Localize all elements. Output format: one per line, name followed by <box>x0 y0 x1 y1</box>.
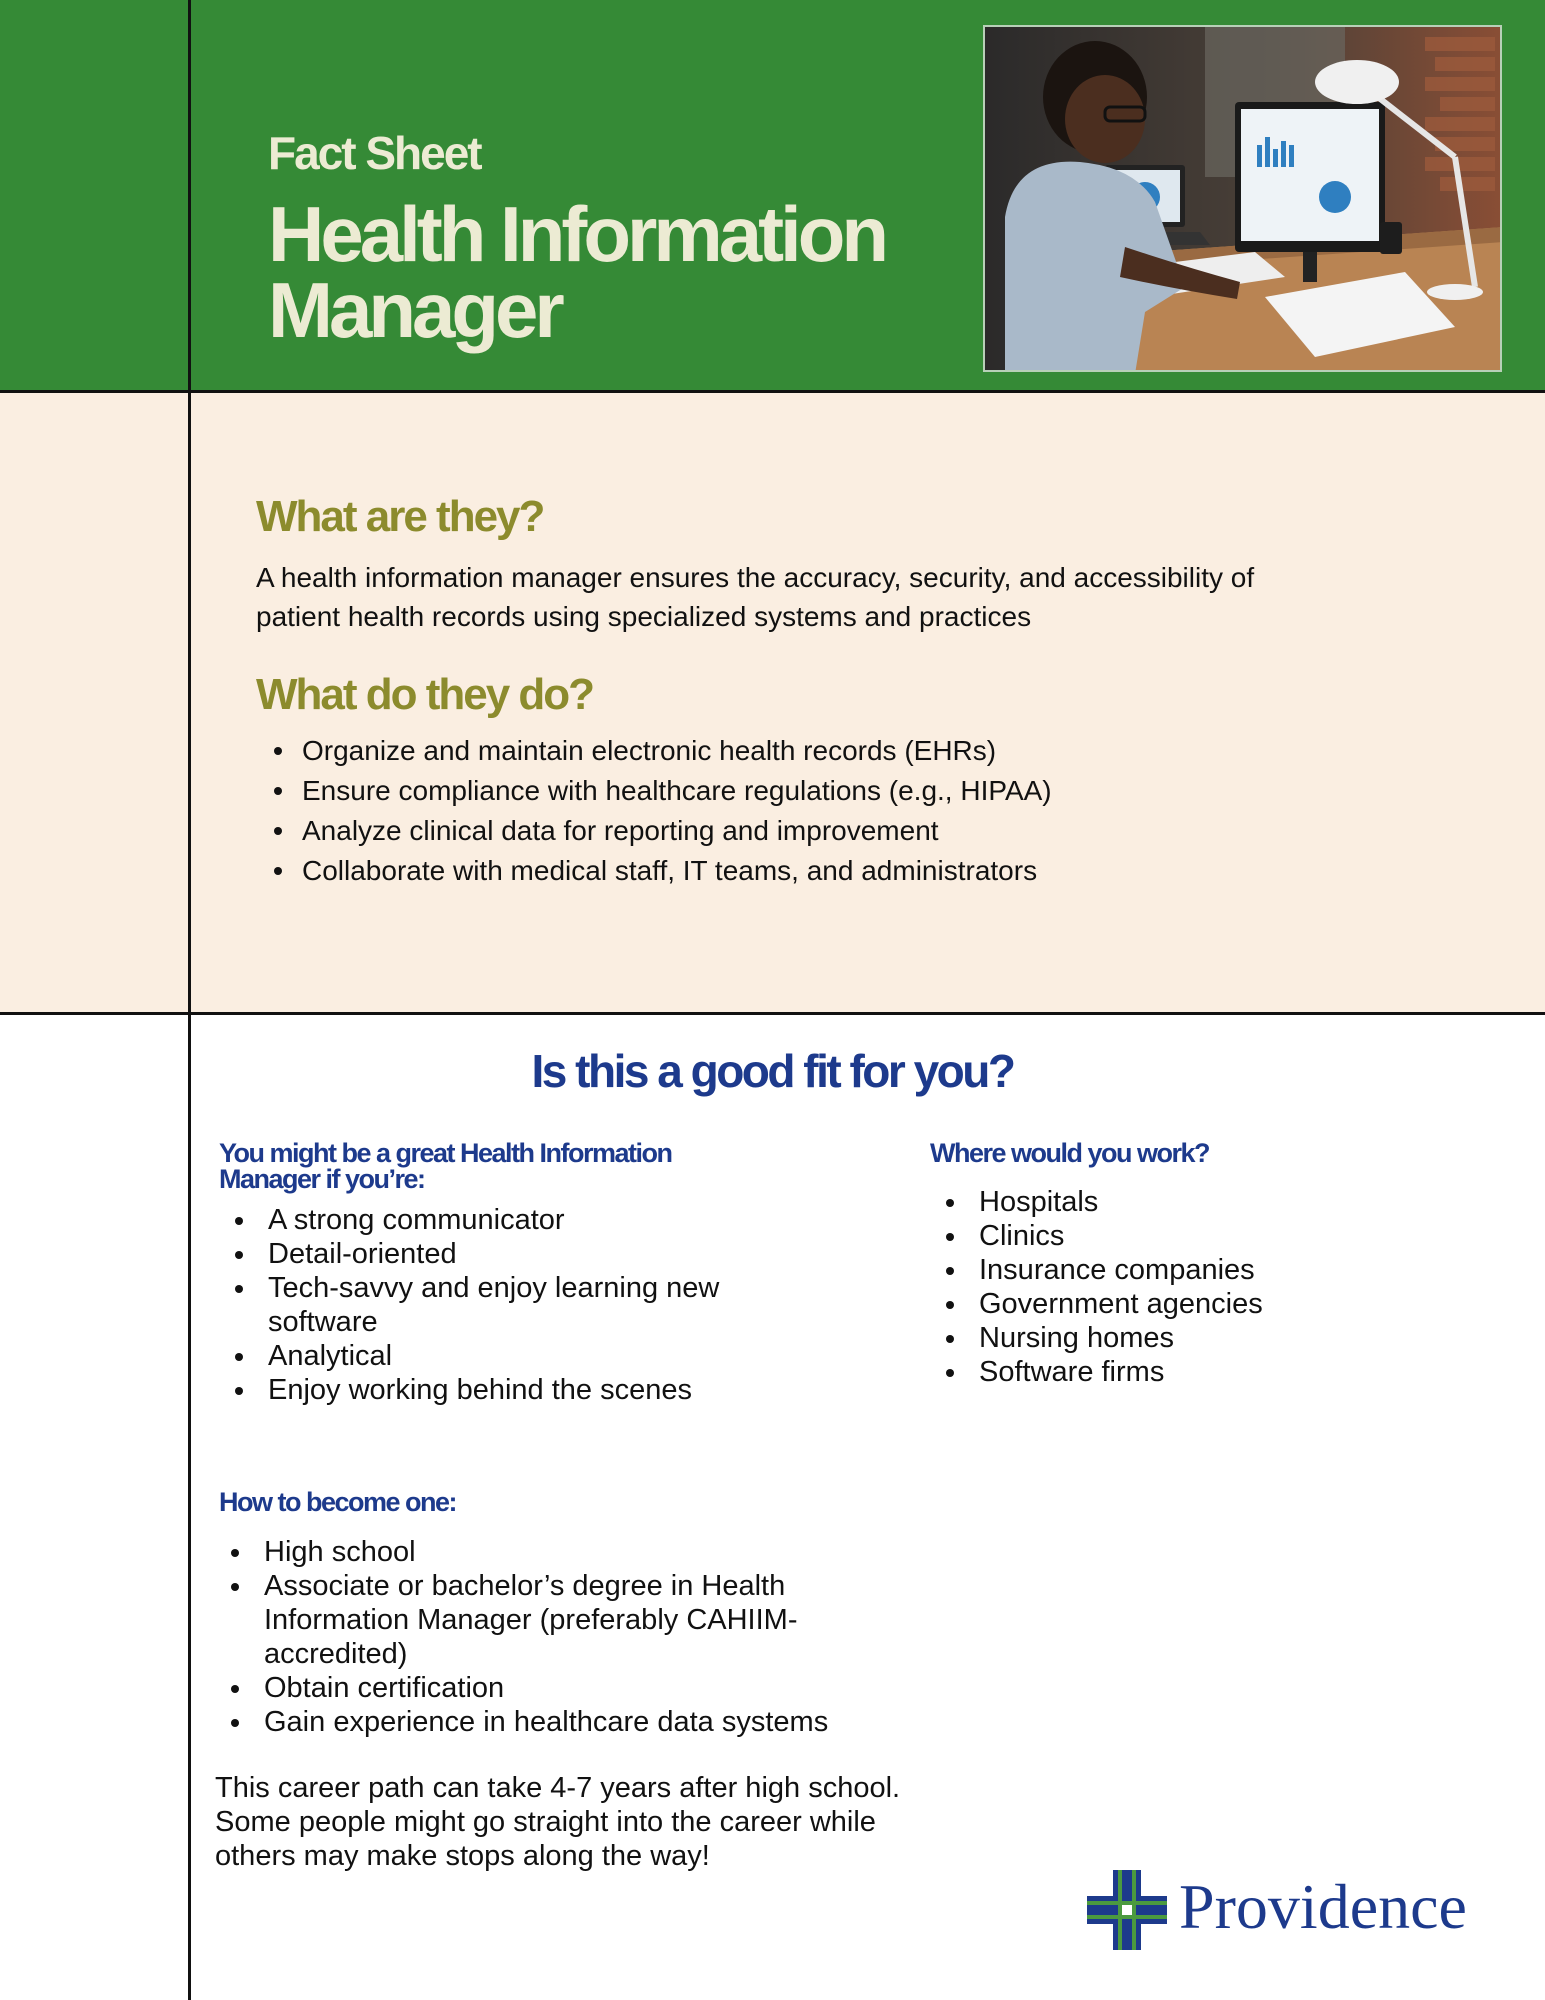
photo-illustration <box>985 27 1502 372</box>
traits-heading: You might be a great Health Information Manager if you’re: <box>219 1138 672 1194</box>
list-item: Analytical <box>219 1339 779 1373</box>
work-heading: Where would you work? <box>930 1138 1210 1168</box>
page-title <box>268 190 948 354</box>
about-section <box>0 392 1545 1014</box>
logo-wordmark: Providence <box>1179 1871 1467 1942</box>
list-item: Ensure compliance with healthcare regulations (e.g., HIPAA) <box>256 771 1356 811</box>
list-item: Associate or bachelor’s degree in Health Information Manager (preferably CAHIIM-accredited) <box>215 1569 855 1671</box>
person-at-computer-photo <box>983 25 1502 372</box>
list-item: Software firms <box>930 1355 1430 1389</box>
list-item: Gain experience in healthcare data systems <box>215 1705 855 1739</box>
cross-icon <box>1087 1870 1167 1950</box>
divider-top <box>0 390 1545 393</box>
list-item: A strong communicator <box>219 1203 779 1237</box>
become-heading: How to become one: <box>219 1487 457 1517</box>
list-item: Obtain certification <box>215 1671 855 1705</box>
list-item: Nursing homes <box>930 1321 1430 1355</box>
list-item: Analyze clinical data for reporting and improvement <box>256 811 1356 851</box>
title-line-2: Manager <box>268 266 561 354</box>
list-item: Clinics <box>930 1219 1430 1253</box>
list-item: Tech-savvy and enjoy learning new software <box>219 1271 779 1339</box>
list-item: Collaborate with medical staff, IT teams, and administrators <box>256 851 1356 891</box>
path-note: This career path can take 4-7 years after high school. Some people might go straight into the career while others may make stops along the way! <box>215 1772 901 1872</box>
vertical-divider <box>188 0 191 2000</box>
divider-bottom <box>0 1012 1545 1015</box>
list-item: Insurance companies <box>930 1253 1430 1287</box>
fit-title: Is this a good fit for you? <box>531 1045 1014 1097</box>
list-item: Detail-oriented <box>219 1237 779 1271</box>
workplaces-list <box>930 1185 1430 1389</box>
list-item: High school <box>215 1535 855 1569</box>
providence-logo <box>1083 1870 1493 1950</box>
title-line-1: Health Information <box>268 190 886 278</box>
list-item: Hospitals <box>930 1185 1430 1219</box>
what-description: A health information manager ensures the accuracy, security, and accessibility of patient health records using specialized systems and practices <box>256 562 1255 632</box>
list-item: Enjoy working behind the scenes <box>219 1373 779 1407</box>
what-heading: What are they? <box>256 492 544 541</box>
traits-list <box>219 1203 779 1407</box>
duties-list <box>256 731 1356 891</box>
list-item: Organize and maintain electronic health records (EHRs) <box>256 731 1356 771</box>
list-item: Government agencies <box>930 1287 1430 1321</box>
do-heading: What do they do? <box>256 670 594 719</box>
steps-list <box>215 1535 855 1739</box>
kicker: Fact Sheet <box>268 127 481 179</box>
